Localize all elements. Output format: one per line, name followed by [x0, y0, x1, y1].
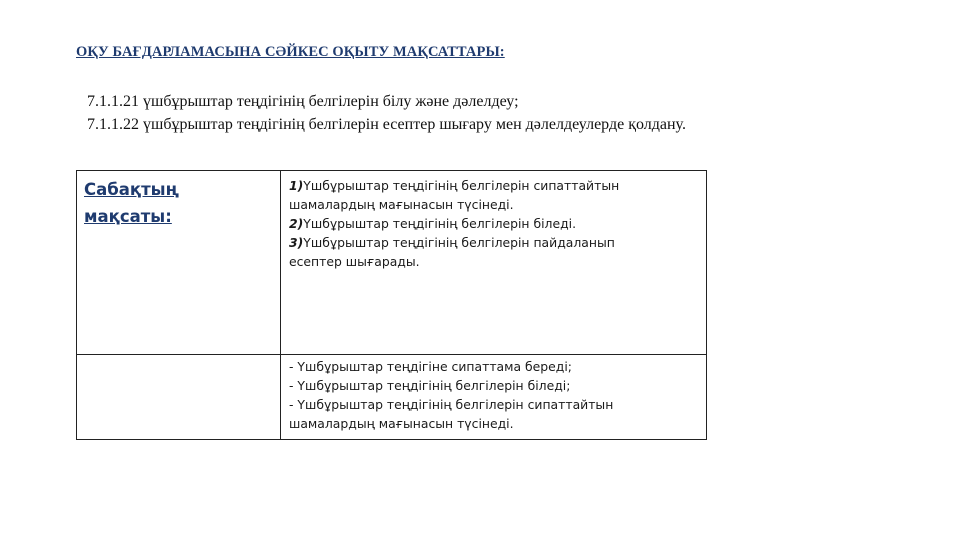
goal-text-continuation: есептер шығарады.: [289, 254, 420, 269]
goal-number: 1): [289, 178, 304, 193]
goal-number: 2): [289, 216, 304, 231]
objective-item: 7.1.1.21 үшбұрыштар теңдігінің белгілерін білу және дәлелдеу;: [87, 93, 519, 110]
page-title: ОҚУ БАҒДАРЛАМАСЫНА СӘЙКЕС ОҚЫТУ МАҚСАТТАРЫ:: [76, 44, 505, 60]
table-row: [77, 171, 707, 355]
goal-text: Үшбұрыштар теңдігінің белгілерін сипаттайтын: [303, 178, 620, 193]
goals-cell: [281, 171, 707, 355]
outcome-item: - Үшбұрыштар теңдігінің белгілерін сипаттайтын: [289, 397, 614, 412]
goal-label-line: Сабақтың: [84, 180, 179, 199]
objective-item: 7.1.1.22 үшбұрыштар теңдігінің белгілерін есептер шығару мен дәлелдеулерде қолдану.: [87, 116, 686, 133]
goal-list: [289, 176, 692, 271]
goal-number: 3): [289, 235, 304, 250]
goal-text: Үшбұрыштар теңдігінің белгілерін біледі.: [303, 216, 577, 231]
outcomes-cell: [281, 355, 707, 440]
table-row: [77, 355, 707, 440]
goal-item: [289, 233, 692, 252]
goal-label-cell: [77, 171, 281, 355]
outcome-item: - Үшбұрыштар теңдігінің белгілерін біледі;: [289, 378, 571, 393]
goal-label-line: мақсаты:: [84, 207, 172, 226]
lesson-goals-table: [76, 170, 707, 440]
goal-text: Үшбұрыштар теңдігінің белгілерін пайдаланып: [303, 235, 615, 250]
outcome-item: шамалардың мағынасын түсінеді.: [289, 416, 514, 431]
goal-item: [289, 176, 692, 195]
goal-label: [84, 176, 280, 230]
objectives-list: [87, 90, 686, 136]
outcome-list: [289, 357, 692, 433]
goal-text-continuation: шамалардың мағынасын түсінеді.: [289, 197, 514, 212]
empty-cell: [77, 355, 281, 440]
outcome-item: - Үшбұрыштар теңдігіне сипаттама береді;: [289, 359, 572, 374]
goal-item: [289, 214, 692, 233]
